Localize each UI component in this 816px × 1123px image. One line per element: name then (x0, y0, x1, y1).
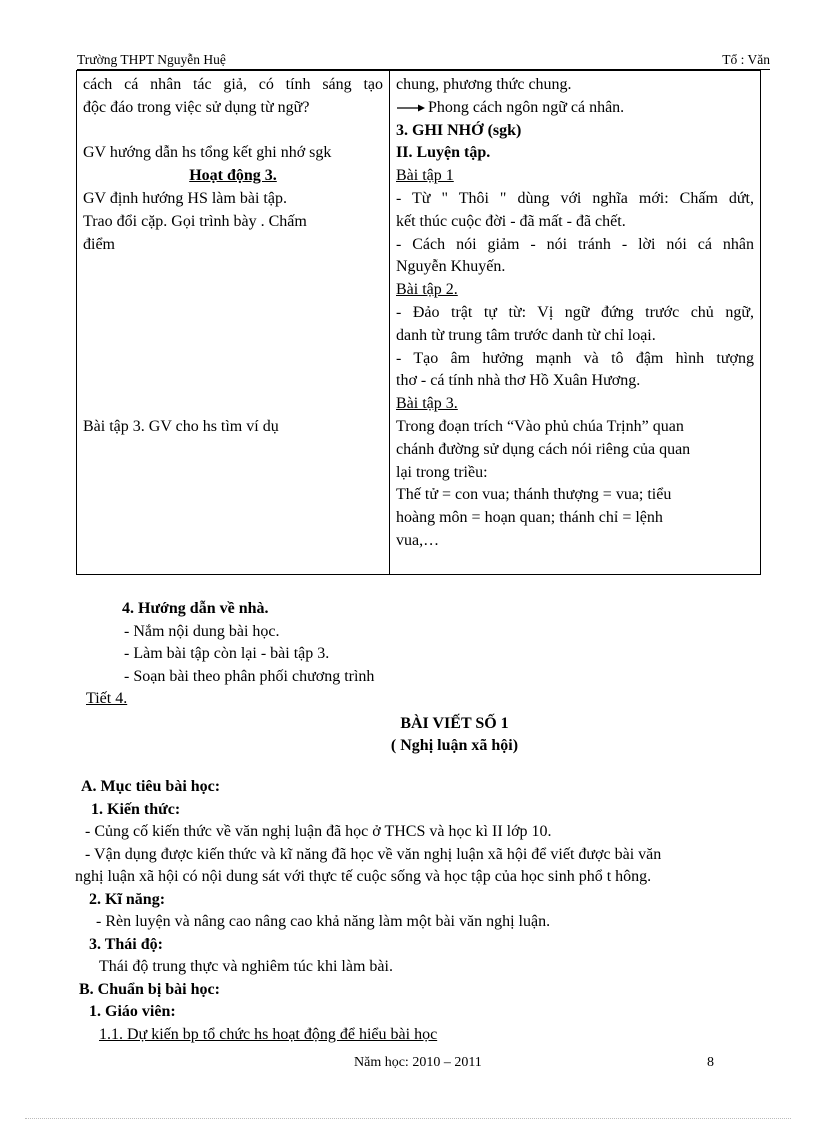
right-line: Thế tử = con vua; thánh thượng = vua; tiểu (396, 486, 672, 504)
lesson-title: BÀI VIẾT SỐ 1 (400, 715, 509, 732)
teacher-title: 1. Giáo viên: (89, 1003, 176, 1020)
group-name: Tổ : Văn (722, 52, 770, 67)
right-line: Trong đoạn trích “Vào phủ chúa Trịnh” quan (396, 417, 684, 435)
objectives-section (77, 776, 661, 1046)
arrow-right-icon (396, 103, 426, 113)
page-number: 8 (707, 1055, 714, 1070)
skills-title: 2. Kĩ năng: (89, 890, 166, 908)
right-line: - Đảo trật tự từ: Vị ngữ đứng trước chủ ngữ, (396, 303, 754, 321)
teacher-plan-item: 1.1. Dự kiến bp tổ chức hs hoạt động để hiểu bài học (99, 1025, 438, 1043)
right-line: chung, phương thức chung. (396, 76, 572, 93)
school-name: Trường THPT Nguyễn Huệ (77, 52, 226, 67)
homework-item: - Làm bài tập còn lại - bài tập 3. (124, 645, 330, 662)
right-line: chánh đường sử dụng cách nói riêng của quan (396, 440, 691, 458)
lesson-table (76, 70, 761, 575)
right-line: danh từ trung tâm trước danh từ chỉ loại. (396, 326, 656, 344)
knowledge-item-continued: nghị luận xã hội có nội dung sát với thực tế cuộc sống và học tập của học sinh phổ t hông. (75, 868, 652, 885)
left-spacer (83, 120, 383, 143)
section-a-title: A. Mục tiêu bài học: (81, 778, 221, 795)
right-line: lại trong triều: (396, 463, 488, 481)
knowledge-title: 1. Kiến thức: (91, 800, 181, 818)
knowledge-item: - Củng cố kiến thức về văn nghị luận đã học ở THCS và học kì II lớp 10. (85, 823, 552, 840)
right-line: kết thúc cuộc đời - đã mất - đã chết. (396, 212, 626, 230)
homework-section (122, 598, 374, 688)
right-line: vua,… (396, 531, 440, 549)
homework-item: - Nắm nội dung bài học. (124, 622, 280, 640)
remember-heading: 3. GHI NHỚ (sgk) (396, 121, 522, 139)
left-line: điểm (83, 235, 115, 253)
school-year: Năm học: 2010 – 2011 (354, 1055, 482, 1070)
content-column (390, 71, 761, 575)
left-spacer (83, 256, 383, 279)
activity-3-heading: Hoạt động 3. (189, 167, 277, 185)
left-spacer (83, 325, 383, 348)
right-line: - Tạo âm hưởng mạnh và tô đậm hình tượng (396, 349, 754, 367)
left-line: Trao đổi cặp. Gọi trình bày . Chấm (83, 212, 307, 230)
left-line: GV hướng dẫn hs tổng kết ghi nhớ sgk (83, 144, 332, 162)
teacher-activity-column (77, 71, 390, 575)
right-line: Nguyễn Khuyến. (396, 258, 506, 276)
homework-item: - Soạn bài theo phân phối chương trình (124, 667, 375, 685)
period-label: Tiết 4. (86, 690, 128, 707)
knowledge-item: - Vận dụng được kiến thức và kĩ năng đã học về văn nghị luận xã hội để viết được bài văn (85, 845, 662, 863)
page-bottom-edge (25, 1118, 791, 1119)
skills-item: - Rèn luyện và nâng cao nâng cao khả năng làm một bài văn nghị luận. (96, 913, 551, 930)
homework-title: 4. Hướng dẫn về nhà. (122, 600, 269, 617)
lesson-subtitle: ( Nghị luận xã hội) (390, 737, 519, 754)
right-line: hoàng môn = hoạn quan; thánh chỉ = lệnh (396, 509, 663, 527)
left-spacer (83, 370, 383, 393)
left-line: độc đáo trong việc sử dụng từ ngữ? (83, 98, 310, 116)
practice-heading: II. Luyện tập. (396, 144, 491, 162)
right-line: thơ - cá tính nhà thơ Hồ Xuân Hương. (396, 372, 641, 390)
attitude-item: Thái độ trung thực và nghiêm túc khi làm bài. (99, 958, 393, 975)
exercise-2-heading: Bài tập 2. (396, 281, 458, 299)
left-line: GV định hướng HS làm bài tập. (83, 189, 287, 207)
attitude-title: 3. Thái độ: (89, 935, 163, 953)
right-line-with-arrow (396, 97, 754, 120)
exercise-1-heading: Bài tập 1 (396, 167, 454, 185)
section-b-title: B. Chuẩn bị bài học: (79, 980, 220, 998)
left-spacer (83, 302, 383, 325)
right-line: - Từ " Thôi " dùng với nghĩa mới: Chấm dứt, (396, 189, 754, 207)
personal-style-text: Phong cách ngôn ngữ cá nhân. (428, 98, 625, 116)
left-spacer (83, 348, 383, 371)
right-line: - Cách nói giảm - nói tránh - lời nói cá nhân (396, 235, 754, 253)
left-line: cách cá nhân tác giả, có tính sáng tạo (83, 76, 383, 93)
left-spacer (83, 279, 383, 302)
left-line: Bài tập 3. GV cho hs tìm ví dụ (83, 417, 279, 435)
exercise-3-heading: Bài tập 3. (396, 395, 458, 413)
left-spacer (83, 393, 383, 416)
